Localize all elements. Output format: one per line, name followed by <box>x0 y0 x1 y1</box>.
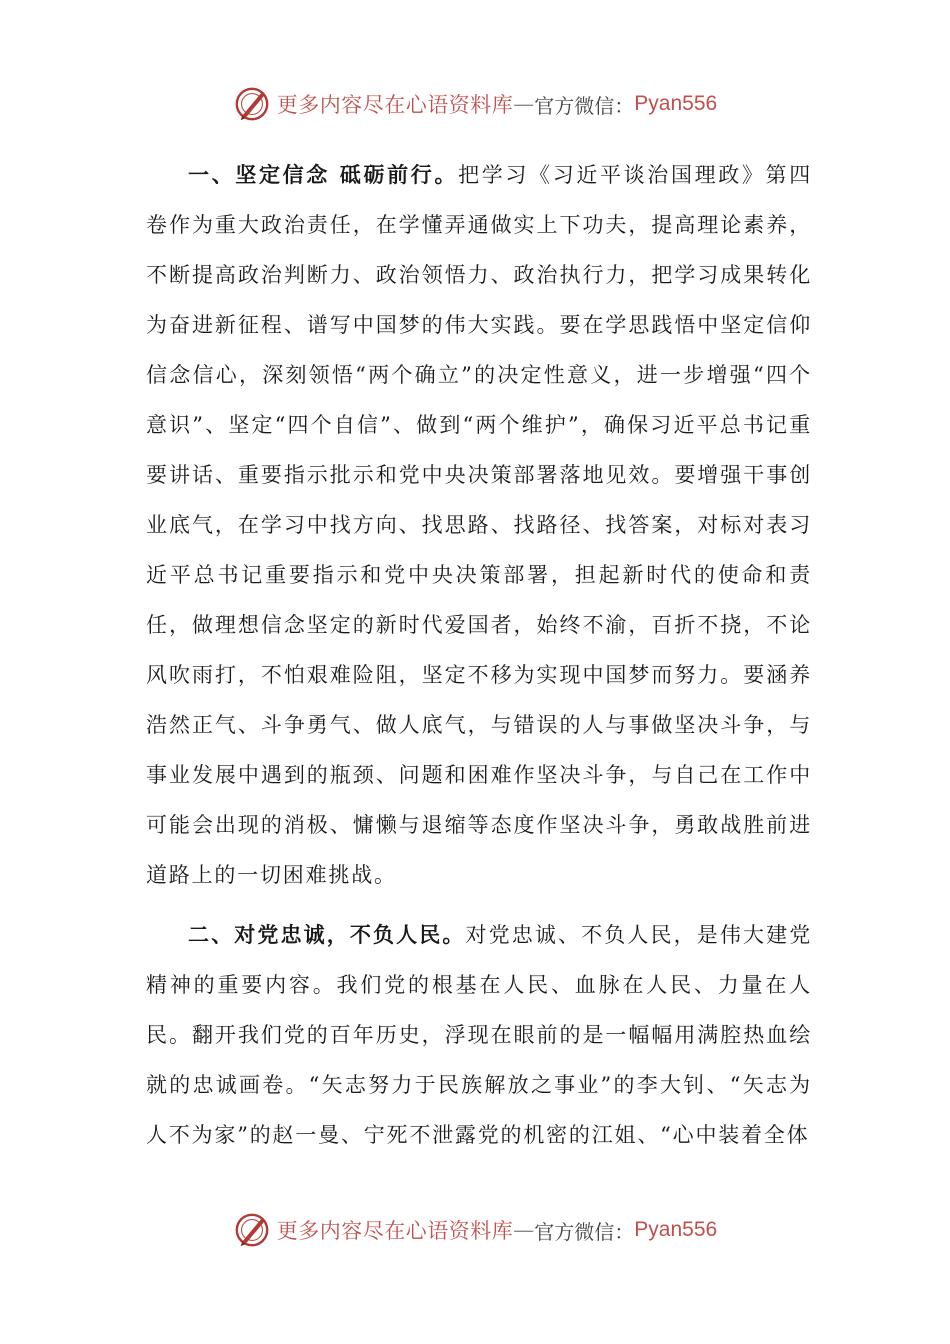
pen-logo-icon <box>233 85 271 123</box>
watermark-separator: — <box>513 1218 535 1242</box>
pen-logo-icon <box>233 1211 271 1249</box>
wechat-label: 官方微信： <box>534 1219 635 1244</box>
paragraph-1-body: 把学习《习近平谈治国理政》第四卷作为重大政治责任，在学懂弄通做实上下功夫，提高理论素养，不断提高政治判断力、政治领悟力、政治执行力，把学习成果转化为奋进新征程、谱写中国梦的伟大实践。要在学思践悟中坚定信仰信念信心，深刻领悟“两个确立”的决定性意义，进一步增强“四个意识”、坚定“四个自信”、做到“两个维护”，确保习近平总书记重要讲话、重要指示批示和党中央决策部署落地见效。要增强干事创业底气，在学习中找方向、找思路、找路径、找答案，对标对表习近平总书记重要指示和党中央决策部署，担起新时代的使命和责任，做理想信念坚定的新时代爱国者，始终不渝，百折不挠，不论风吹雨打，不怕艰难险阻，坚定不移为实现中国梦而努力。要涵养浩然正气、斗争勇气、做人底气，与错误的人与事做坚决斗争，与事业发展中遇到的瓶颈、问题和困难作坚决斗争，与自己在工作中可能会出现的消极、慵懒与退缩等态度作坚决斗争，勇敢战胜前进道路上的一切困难挑战。 <box>146 163 812 887</box>
watermark-separator: — <box>513 92 535 116</box>
wechat-label: 官方微信： <box>534 93 635 118</box>
paragraph-2 <box>146 910 812 1160</box>
paragraph-1-heading: 一、坚定信念 砥砺前行。 <box>188 163 459 187</box>
watermark-banner-top <box>0 82 950 126</box>
paragraph-2-body: 对党忠诚、不负人民，是伟大建党精神的重要内容。我们党的根基在人民、血脉在人民、力量在人民。翻开我们党的百年历史，浮现在眼前的是一幅幅用满腔热血绘就的忠诚画卷。“矢志努力于民族解放之事业”的李大钊、“矢志为人不为家”的赵一曼、宁死不泄露党的机密的江姐、“心中装着全体 <box>146 923 813 1147</box>
watermark-banner-bottom <box>0 1208 950 1252</box>
watermark-text: 更多内容尽在心语资料库 <box>276 93 514 117</box>
paragraph-2-heading: 二、对党忠诚，不负人民。 <box>188 923 466 947</box>
wechat-id: Pyan556 <box>634 1218 718 1241</box>
wechat-id: Pyan556 <box>634 92 718 115</box>
paragraph-1 <box>146 150 812 900</box>
watermark-text: 更多内容尽在心语资料库 <box>276 1219 514 1243</box>
